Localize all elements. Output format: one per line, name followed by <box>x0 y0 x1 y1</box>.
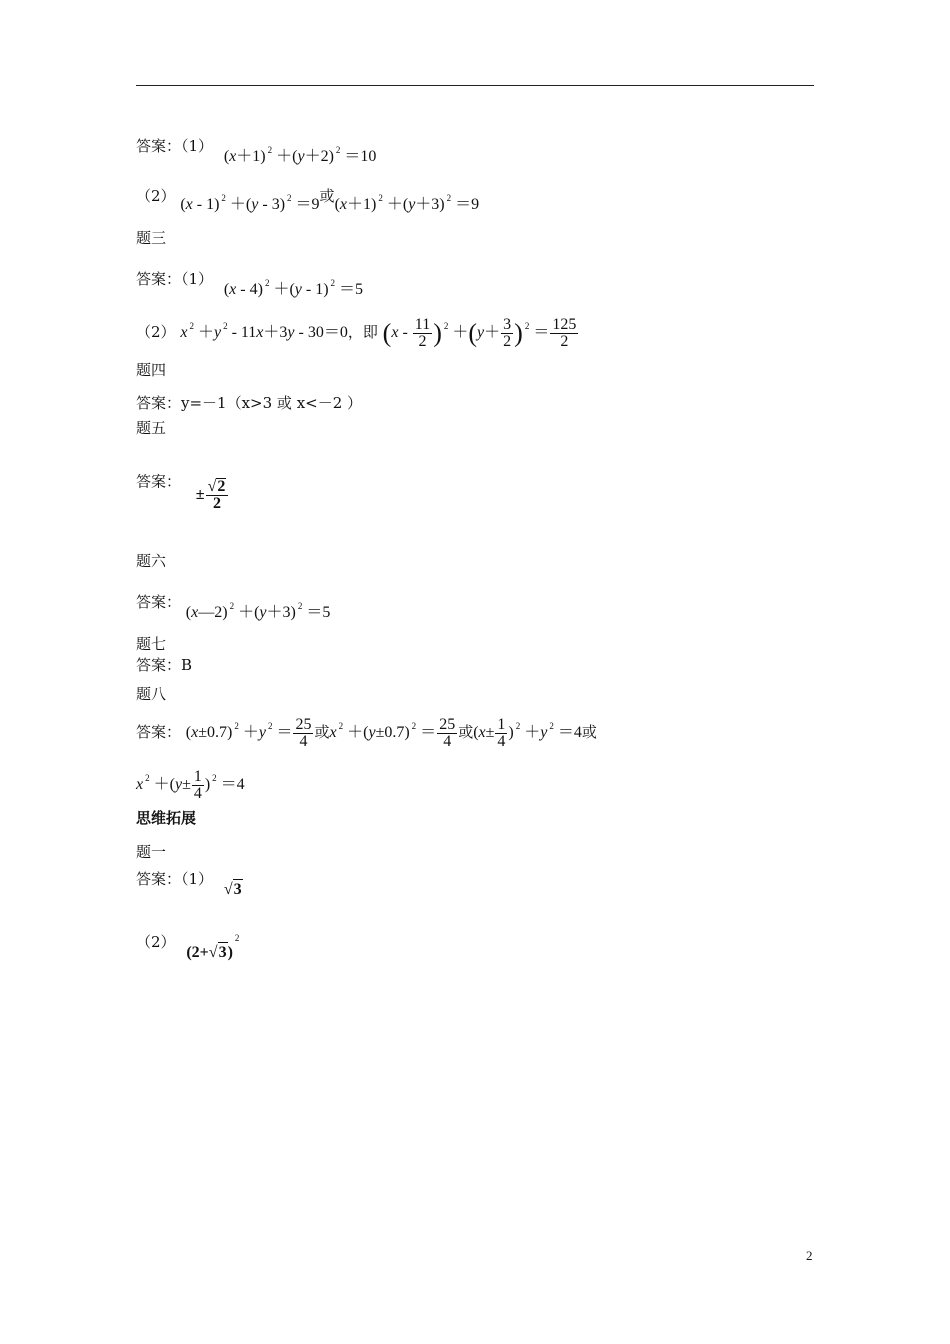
answer-label: 答案： <box>136 870 182 888</box>
answer-line-ext-2 <box>136 918 240 961</box>
answer-line-3 <box>136 263 364 298</box>
answer-line-q8 <box>136 716 597 750</box>
part-label: （1） <box>181 870 214 888</box>
equation: (x - 4) $^2$ ＋(y - 1) $^2$ ＝5 <box>223 278 364 298</box>
ji-label: ，即 <box>347 323 378 341</box>
answer-line-q8-cont <box>136 768 245 802</box>
answer-label: 答案： <box>136 723 182 741</box>
equation: ± $\frac{√2}{2}$ <box>196 486 230 503</box>
answer-line-2 <box>136 180 480 213</box>
question-heading: 题四 <box>136 361 167 379</box>
equation: (x - $\frac{11}{2}$ ) $^2$ ＋(y＋ $\frac{3}{2}$ ) $^2$ ＝ $\frac{125}{2}$ <box>382 315 577 350</box>
answer-line-4 <box>136 316 579 350</box>
answer-line-ext-1 <box>136 869 243 898</box>
part-label: （1） <box>181 270 214 288</box>
question-heading: 题八 <box>136 685 167 703</box>
answer-label: 答案： <box>136 593 182 611</box>
answer-line-q5 <box>136 466 229 512</box>
question-heading: 题三 <box>136 229 167 247</box>
or-label: 或 <box>458 723 474 741</box>
answer-line-1 <box>136 130 377 165</box>
header-rule <box>136 85 814 86</box>
answer-label: 答案： <box>136 270 182 288</box>
equation: (x - 1) $^2$ ＋(y - 3) $^2$ ＝9 <box>180 193 320 213</box>
answer-label: 答案： <box>136 137 182 155</box>
part-label: （2） <box>136 323 176 341</box>
or-label: 或 <box>314 723 330 741</box>
part-label: （2） <box>136 933 176 951</box>
equation: (x—2) $^2$ ＋(y＋3) $^2$ ＝5 <box>185 601 331 621</box>
equation: $(2+√3)^2$ <box>186 933 240 961</box>
page-number: 2 <box>806 1248 813 1263</box>
equation: (x＋1) $^2$ ＋(y＋2) $^2$ ＝10 <box>223 145 377 165</box>
question-heading: 题一 <box>136 843 167 861</box>
question-heading: 题六 <box>136 552 167 570</box>
question-heading: 题七 <box>136 635 167 653</box>
section-title: 思维拓展 <box>136 809 197 827</box>
part-label: （2） <box>136 187 176 205</box>
answer-label: 答案： <box>136 472 182 491</box>
part-label: （1） <box>181 137 214 155</box>
or-label: 或 <box>319 187 335 205</box>
answer-line-q6 <box>136 586 331 621</box>
equation: x $^2$ ＋y $^2$ - 11x＋3y - 30＝0 <box>180 321 348 341</box>
equation: (x±0.7) $^2$ ＋y $^2$ ＝ $\frac{25}{4}$ <box>185 715 312 750</box>
answer-line-q7: 答案：B <box>136 656 193 674</box>
equation: (x± $\frac{1}{4}$ ) $^2$ ＋y $^2$ ＝4 <box>473 715 582 750</box>
equation: (x＋1) $^2$ ＋(y＋3) $^2$ ＝9 <box>334 193 480 213</box>
answer-line-q4: 答案：y=－1（x>3 或 x<－2 ） <box>136 394 363 412</box>
equation: √3 <box>223 881 242 898</box>
equation: x $^2$ ＋(y± $\frac{1}{4}$ ) $^2$ ＝4 <box>136 767 245 802</box>
equation: x $^2$ ＋(y±0.7) $^2$ ＝ $\frac{25}{4}$ <box>329 715 456 750</box>
question-heading: 题五 <box>136 419 167 437</box>
or-label: 或 <box>581 723 597 741</box>
